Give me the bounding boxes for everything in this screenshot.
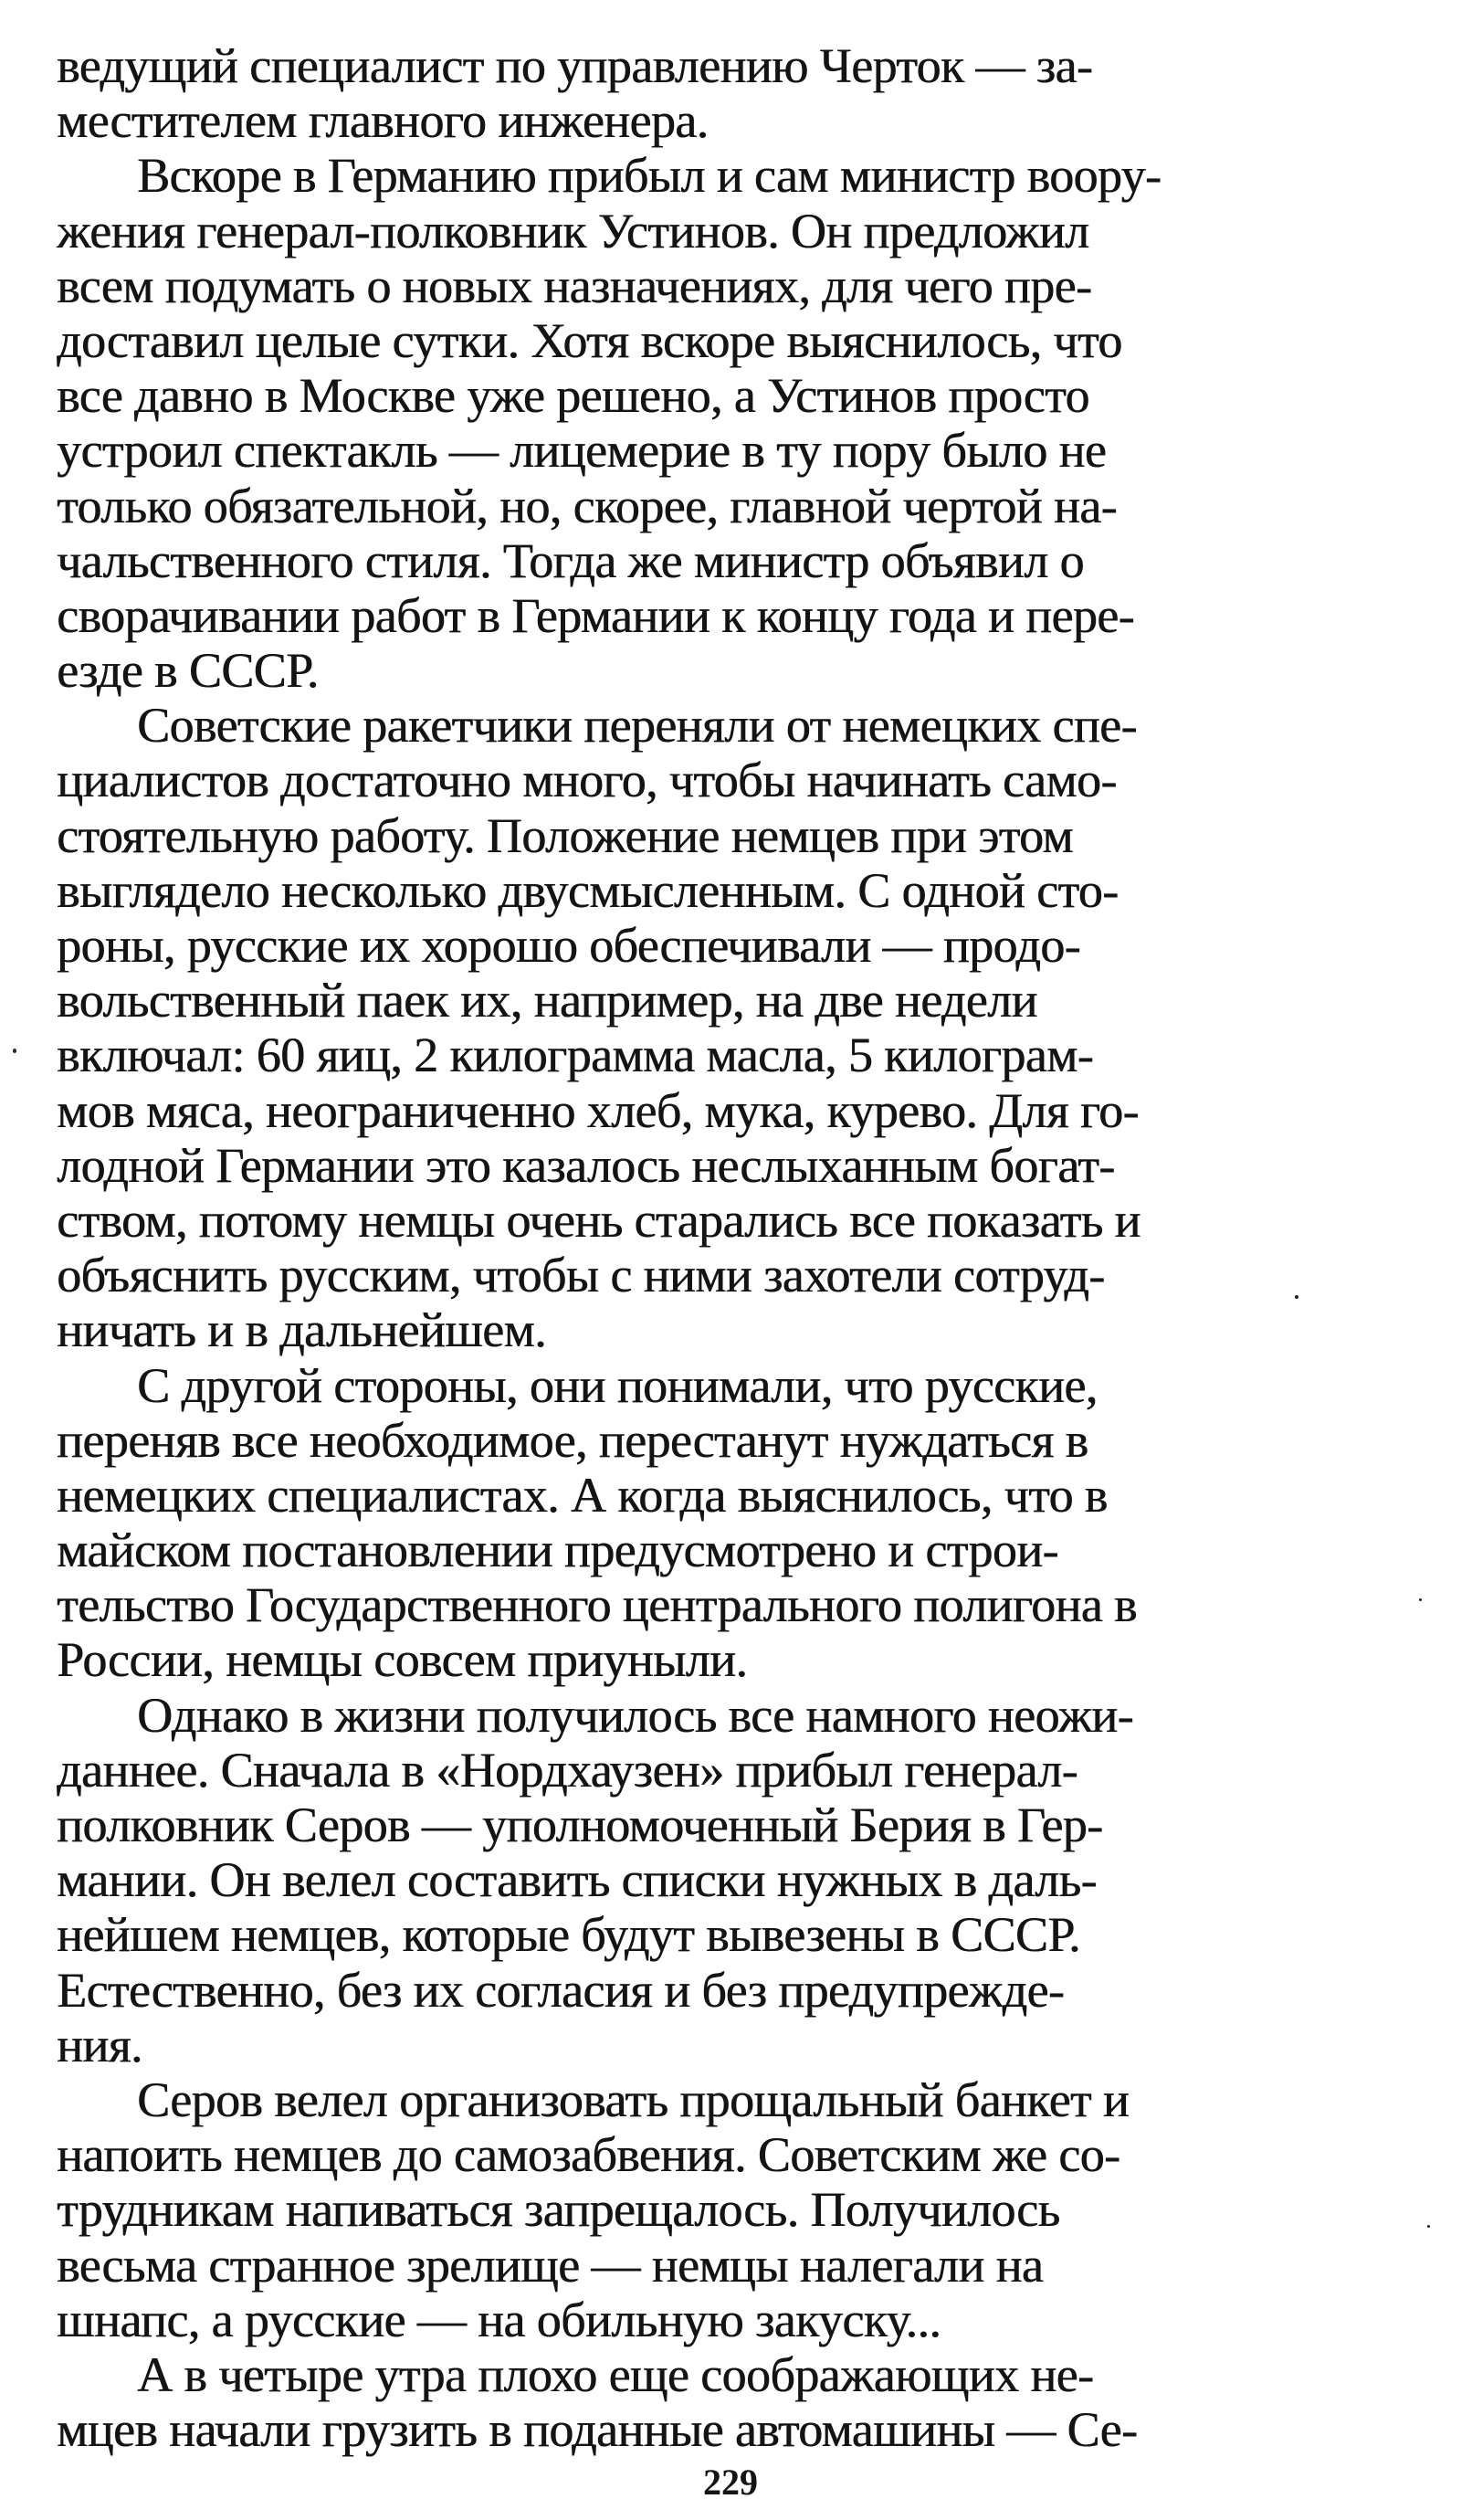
text-line: напоить немцев до самозабвения. Советским же со- [57,2127,1120,2183]
text-line: ничать и в дальнейшем. [57,1302,546,1358]
text-line: роны, русские их хорошо обеспечивали — продо- [57,918,1080,973]
text-line: ния. [57,2017,142,2072]
text-line: выглядело несколько двусмысленным. С одной сто- [57,862,1119,918]
text-line: местителем главного инженера. [57,93,709,149]
paragraph-first-line: А в четыре утра плохо еще соображающих не- [137,2346,1094,2402]
text-line: всем подумать о новых назначениях, для чего пре- [57,258,1092,313]
scan-speck [1419,1598,1422,1601]
text-line: полковник Серов — уполномоченный Берия в Гер- [57,1798,1103,1852]
text-line: стоятельную работу. Положение немцев при этом [57,807,1073,863]
text-line: сворачивании работ в Германии к концу года и пере- [57,587,1134,643]
text-line: езде в СССР. [57,643,319,699]
page-number: 229 [703,2462,758,2503]
body-text [57,38,1394,2457]
paragraph-first-line: Серов велел организовать прощальный банкет и [137,2072,1130,2127]
text-line: объяснить русским, чтобы с ними захотели сотруд- [57,1248,1105,1303]
text-line: России, немцы совсем приуныли. [57,1632,748,1688]
paragraph-first-line: С другой стороны, они понимали, что русские, [137,1357,1098,1413]
text-line: устроил спектакль — лицемерие в ту пору было не [57,423,1107,479]
text-line: майском постановлении предусмотрено и строи- [57,1523,1058,1578]
text-line: тельство Государственного центрального полигона в [57,1577,1137,1633]
text-line: доставил целые сутки. Хотя вскоре выяснилось, что [57,312,1122,368]
text-line: шнапс, а русские — на обильную закуску... [57,2292,941,2347]
text-line: ведущий специалист по управлению Черток — за- [57,38,1093,93]
text-line: мании. Он велел составить списки нужных в даль- [57,1852,1097,1908]
text-line: чальственного стиля. Тогда же министр объявил о [57,532,1084,588]
scan-speck [1427,2225,1430,2228]
scan-speck [13,1049,16,1053]
text-line: жения генерал-полковник Устинов. Он предложил [57,203,1089,258]
text-line: включал: 60 яиц, 2 килограмма масла, 5 килограм- [57,1028,1093,1083]
paragraph-first-line: Советские ракетчики переняли от немецких спе- [137,698,1137,754]
text-line: трудникам напиваться запрещалось. Получилось [57,2182,1060,2238]
text-line: лодной Германии это казалось неслыханным богат- [57,1137,1115,1193]
text-line: циалистов достаточно много, чтобы начинать само- [57,753,1117,808]
paragraph-first-line: Вскоре в Германию прибыл и сам министр воору- [137,148,1161,204]
scan-speck [1295,1295,1298,1299]
text-line: все давно в Москве уже решено, а Устинов просто [57,368,1089,424]
text-line: переняв все необходимое, перестанут нуждаться в [57,1412,1088,1468]
text-line: нейшем немцев, которые будут вывезены в СССР. [57,1907,1080,1963]
text-line: ством, потому немцы очень старались все показать и [57,1192,1140,1248]
text-line: немецких специалистах. А когда выяснилось, что в [57,1467,1108,1523]
text-line: вольственный паек их, например, на две недели [57,973,1037,1028]
text-line: мцев начали грузить в поданные автомашины — Се- [57,2402,1138,2458]
text-line: только обязательной, но, скорее, главной чертой на- [57,478,1117,533]
text-line: мов мяса, неограниченно хлеб, мука, курево. Для го- [57,1082,1139,1138]
text-line: даннее. Сначала в «Нордхаузен» прибыл генерал- [57,1742,1077,1798]
paragraph-first-line: Однако в жизни получилось все намного неожи- [137,1687,1133,1743]
text-line: Естественно, без их согласия и без предупрежде- [57,1962,1065,2018]
text-line: весьма странное зрелище — немцы налегали на [57,2237,1044,2293]
